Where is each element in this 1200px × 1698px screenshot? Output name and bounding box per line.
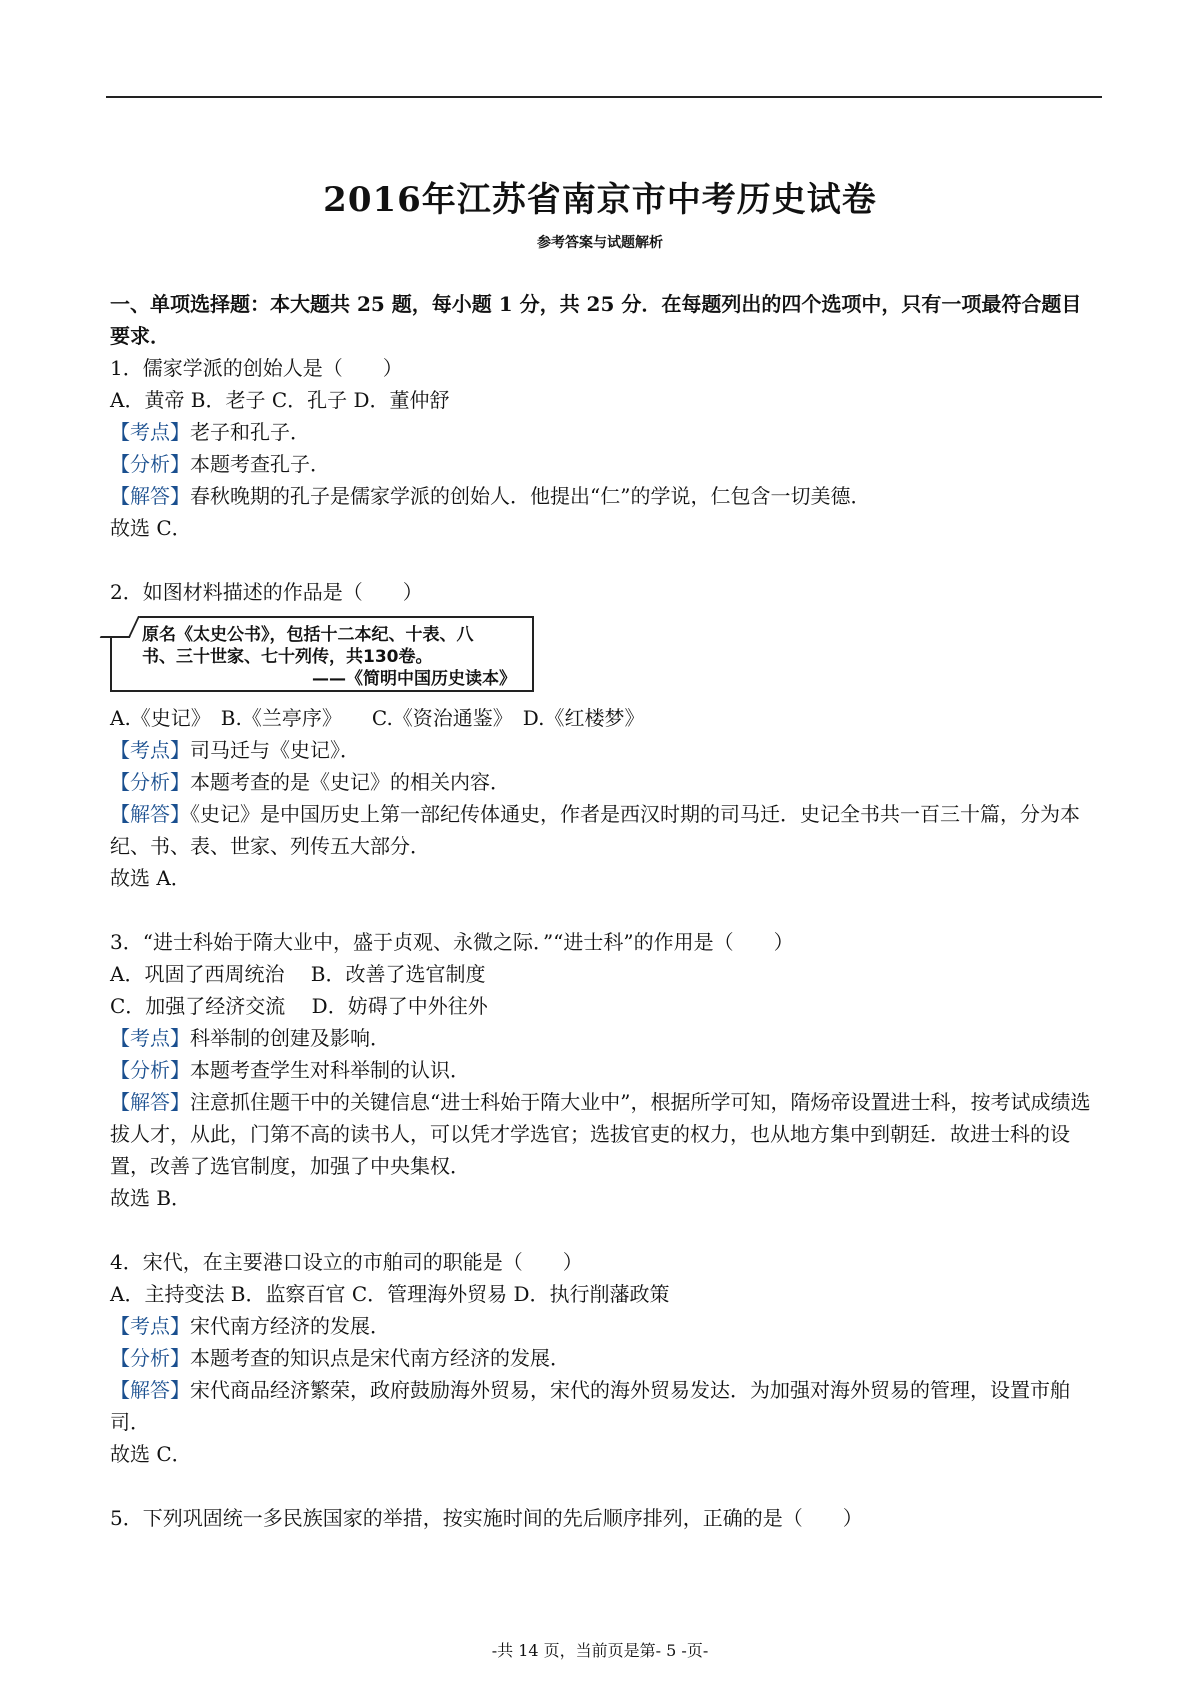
jieda-text: 宋代商品经济繁荣，政府鼓励海外贸易，宋代的海外贸易发达．为加强对海外贸易的管理，设置市舶司． bbox=[110, 1378, 1070, 1434]
fenxi-text: 本题考查孔子． bbox=[190, 452, 330, 476]
question-options: A．主持变法 B．监察百官 C．管理海外贸易 D．执行削藩政策 bbox=[110, 1282, 670, 1306]
kaodian-tag: 【考点】 bbox=[110, 420, 190, 444]
kaodian-line bbox=[110, 734, 1096, 766]
kaodian-line bbox=[110, 416, 1096, 448]
question-3 bbox=[110, 926, 1096, 1214]
jieda-line bbox=[110, 798, 1096, 862]
question-stem: 5．下列巩固统一多民族国家的举措，按实施时间的先后顺序排列，正确的是（ ） bbox=[110, 1506, 863, 1530]
fenxi-line bbox=[110, 1342, 1096, 1374]
question-stem: 3．“进士科始于隋大业中，盛于贞观、永微之际．”“进士科”的作用是（ ） bbox=[110, 930, 794, 954]
fenxi-line bbox=[110, 1054, 1096, 1086]
answer-line: 故选 C． bbox=[110, 1442, 192, 1466]
jieda-tag: 【解答】 bbox=[110, 1090, 190, 1114]
fenxi-tag: 【分析】 bbox=[110, 1346, 190, 1370]
jieda-text: 注意抓住题干中的关键信息“进士科始于隋大业中”，根据所学可知，隋炀帝设置进士科，按考试成绩选拔人才，从此，门第不高的读书人，可以凭才学选官；选拔官吏的权力，也从地方集中到朝廷．故进士科的设置，改善了选官制度，加强了中央集权． bbox=[110, 1090, 1091, 1178]
kaodian-text: 科举制的创建及影响． bbox=[190, 1026, 390, 1050]
question-options: A．黄帝 B．老子 C．孔子 D．董仲舒 bbox=[110, 388, 450, 412]
answer-line: 故选 C． bbox=[110, 516, 192, 540]
header-rule bbox=[106, 96, 1102, 98]
document-body bbox=[110, 288, 1096, 1534]
fenxi-tag: 【分析】 bbox=[110, 452, 190, 476]
question-options-row-2: C．加强了经济交流 D．妨碍了中外往外 bbox=[110, 994, 488, 1018]
jieda-tag: 【解答】 bbox=[110, 484, 190, 508]
jieda-line bbox=[110, 480, 1096, 512]
page-fold-decoration bbox=[100, 616, 140, 638]
fenxi-text: 本题考查学生对科举制的认识． bbox=[190, 1058, 470, 1082]
fenxi-text: 本题考查的知识点是宋代南方经济的发展． bbox=[190, 1346, 570, 1370]
material-figure bbox=[110, 616, 534, 692]
jieda-line bbox=[110, 1374, 1096, 1438]
kaodian-line bbox=[110, 1310, 1096, 1342]
kaodian-tag: 【考点】 bbox=[110, 738, 190, 762]
jieda-line bbox=[110, 1086, 1096, 1182]
question-4 bbox=[110, 1246, 1096, 1470]
jieda-text: 春秋晚期的孔子是儒家学派的创始人．他提出“仁”的学说，仁包含一切美德． bbox=[190, 484, 871, 508]
jieda-text: 《史记》是中国历史上第一部纪传体通史，作者是西汉时期的司马迁．史记全书共一百三十篇，分为本纪、书、表、世家、列传五大部分． bbox=[110, 802, 1080, 858]
page-subtitle: 参考答案与试题解析 bbox=[537, 235, 663, 251]
page-footer: -共 14 页，当前页是第- 5 -页- bbox=[491, 1641, 709, 1660]
fenxi-tag: 【分析】 bbox=[110, 770, 190, 794]
question-options-row-1: A．巩固了西周统治 B．改善了选官制度 bbox=[110, 962, 486, 986]
question-stem: 4．宋代，在主要港口设立的市舶司的职能是（ ） bbox=[110, 1250, 583, 1274]
question-stem: 2．如图材料描述的作品是（ ） bbox=[110, 580, 423, 604]
fenxi-tag: 【分析】 bbox=[110, 1058, 190, 1082]
jieda-tag: 【解答】 bbox=[110, 802, 190, 826]
answer-line: 故选 B． bbox=[110, 1186, 192, 1210]
kaodian-tag: 【考点】 bbox=[110, 1314, 190, 1338]
figure-source: ——《简明中国历史读本》 bbox=[312, 669, 516, 689]
fenxi-line bbox=[110, 766, 1096, 798]
kaodian-text: 司马迁与《史记》． bbox=[190, 738, 360, 762]
kaodian-line bbox=[110, 1022, 1096, 1054]
answer-line: 故选 A． bbox=[110, 866, 191, 890]
fenxi-text: 本题考查的是《史记》的相关内容． bbox=[190, 770, 510, 794]
question-options: A.《史记》 B.《兰亭序》 C.《资治通鉴》 D.《红楼梦》 bbox=[110, 706, 645, 730]
jieda-tag: 【解答】 bbox=[110, 1378, 190, 1402]
kaodian-tag: 【考点】 bbox=[110, 1026, 190, 1050]
kaodian-text: 老子和孔子． bbox=[190, 420, 310, 444]
question-1 bbox=[110, 352, 1096, 544]
figure-line-1: 原名《太史公书》，包括十二本纪、十表、八 bbox=[142, 625, 474, 645]
figure-line-2: 书、三十世家、七十列传，共130卷。 bbox=[142, 647, 433, 667]
section-heading: 一、单项选择题：本大题共 25 题，每小题 1 分，共 25 分．在每题列出的四个选项中，只有一项最符合题目要求． bbox=[110, 292, 1082, 348]
page-title: 2016年江苏省南京市中考历史试卷 bbox=[323, 180, 877, 220]
kaodian-text: 宋代南方经济的发展． bbox=[190, 1314, 390, 1338]
question-stem: 1．儒家学派的创始人是（ ） bbox=[110, 356, 403, 380]
question-5 bbox=[110, 1502, 1096, 1534]
fenxi-line bbox=[110, 448, 1096, 480]
question-2 bbox=[110, 576, 1096, 894]
